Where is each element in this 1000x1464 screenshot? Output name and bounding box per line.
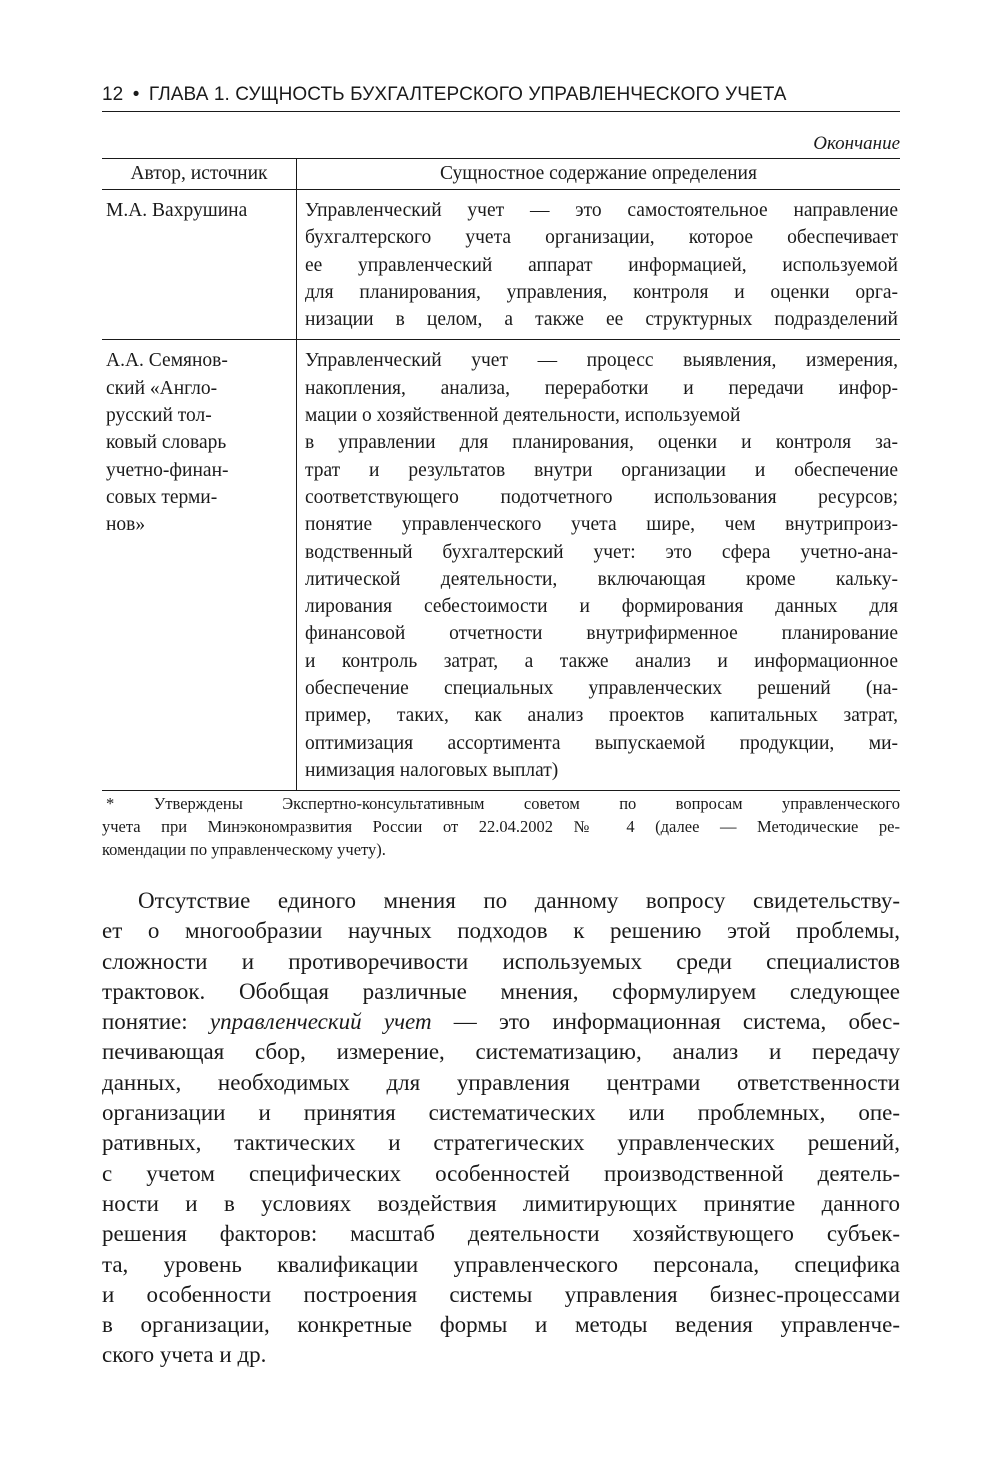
table-header-row <box>102 159 900 190</box>
column-header-author: Автор, источник <box>102 159 297 190</box>
definition-line: нимизация налоговых выплат) <box>305 759 559 781</box>
definition-line: понятие управленческого учета шире, чем внутрипроиз- <box>305 514 898 536</box>
paragraph-line: и особенности построения системы управления бизнес-процессами <box>102 1281 900 1307</box>
paragraph-line: решения факторов: масштаб деятельности хозяйствующего субъек- <box>102 1221 900 1247</box>
header-rule <box>102 111 900 112</box>
paragraph-line <box>102 1007 900 1037</box>
definition-line: низации в целом, а также ее структурных подразделений <box>305 309 898 331</box>
definition-line: обеспечение специальных управленческих решений (на- <box>305 678 898 700</box>
author-cell <box>102 340 297 791</box>
paragraph-line: организации и принятия систематических или проблемных, опе- <box>102 1100 900 1126</box>
table-continuation-label: Окончание <box>813 133 900 154</box>
definition-line: пример, таких, как анализ проектов капитальных затрат, <box>305 705 898 727</box>
author-line: учетно-финан- <box>106 459 229 481</box>
paragraph-line: та, уровень квалификации управленческого персонала, специфика <box>102 1251 900 1277</box>
definition-line: в управлении для планирования, оценки и контроля за- <box>305 432 898 454</box>
footnote <box>102 792 900 861</box>
definition-cell <box>297 340 901 791</box>
column-header-definition: Сущностное содержание определения <box>297 159 901 190</box>
author-line: нов» <box>106 514 146 536</box>
definition-line: накопления, анализа, переработки и передачи инфор- <box>305 377 898 399</box>
definition-line: бухгалтерского учета организации, которое обеспечивает <box>305 227 898 249</box>
chapter-number: ГЛАВА 1. <box>148 84 230 105</box>
paragraph-line: сложности и противоречивости используемых среди специалистов <box>102 948 900 974</box>
definition-line: трат и результатов внутри организации и обеспечение <box>305 459 898 481</box>
definition-line: водственный бухгалтерский учет: это сфера учетно-ана- <box>305 541 898 563</box>
table-row <box>102 190 900 340</box>
author-line: М.А. Вахрушина <box>106 200 248 221</box>
paragraph-line: печивающая сбор, измерение, систематизацию, анализ и передачу <box>102 1039 900 1065</box>
definition-line: и контроль затрат, а также анализ и информационное <box>305 650 898 672</box>
paragraph-line: ет о многообразии научных подходов к решению этой проблемы, <box>102 918 900 944</box>
author-line: совых терми- <box>106 486 218 508</box>
author-line: русский тол- <box>106 405 212 427</box>
definition-line: финансовой отчетности внутрифирменное планирование <box>305 623 898 645</box>
paragraph-line: в организации, конкретные формы и методы ведения управленче- <box>102 1312 900 1338</box>
paragraph-line: с учетом специфических особенностей производственной деятель- <box>102 1160 900 1186</box>
footnote-line: учета при Минэкономразвития России от 22.04.2002 № 4 (далее — Методические ре- <box>102 817 900 836</box>
author-line: ковый словарь <box>106 432 227 454</box>
definition-line: соответствующего подотчетного использования ресурсов; <box>305 486 898 508</box>
definition-line: Управленческий учет — процесс выявления, измерения, <box>305 350 898 372</box>
body-paragraph <box>102 886 900 1371</box>
paragraph-line: трактовок. Обобщая различные мнения, сформулируем следующее <box>102 978 900 1004</box>
definition-line: Управленческий учет — это самостоятельное направление <box>305 200 898 221</box>
footnote-line: * Утверждены Экспертно-консультативным советом по вопросам управленческого <box>106 794 900 813</box>
author-cell <box>102 190 297 340</box>
footnote-line: комендации по управленческому учету). <box>102 840 386 859</box>
running-head <box>102 84 900 106</box>
author-line: А.А. Семянов- <box>106 350 228 372</box>
definition-line: мации о хозяйственной деятельности, используемой <box>305 405 741 427</box>
definitions-table <box>102 158 900 791</box>
paragraph-line: ративных, тактических и стратегических управленческих решений, <box>102 1130 900 1156</box>
line-suffix: — это информационная система, обес- <box>431 1009 901 1035</box>
definition-cell <box>297 190 901 340</box>
defined-term: управленческий учет <box>209 1009 432 1035</box>
author-line: ский «Англо- <box>106 377 218 399</box>
paragraph-line: ности и в условиях воздействия лимитирующих принятие данного <box>102 1190 900 1216</box>
definition-line: оптимизация ассортимента выпускаемой продукции, ми- <box>305 732 898 754</box>
definition-line: лирования себестоимости и формирования данных для <box>305 596 898 618</box>
table-row <box>102 340 900 791</box>
paragraph-line: Отсутствие единого мнения по данному вопросу свидетельству- <box>138 888 900 913</box>
paragraph-line: ского учета и др. <box>102 1342 267 1368</box>
definition-line: для планирования, управления, контроля и оценки орга- <box>305 281 898 303</box>
paragraph-line: данных, необходимых для управления центрами ответственности <box>102 1069 900 1095</box>
definition-line: ее управленческий аппарат информацией, используемой <box>305 254 898 276</box>
chapter-title: СУЩНОСТЬ БУХГАЛТЕРСКОГО УПРАВЛЕНЧЕСКОГО УЧЕТА <box>235 84 787 105</box>
definition-line: литической деятельности, включающая кроме кальку- <box>305 568 898 590</box>
page-number: 12 <box>102 84 124 105</box>
line-prefix: понятие: <box>102 1009 210 1035</box>
bullet-separator: • <box>132 84 140 105</box>
